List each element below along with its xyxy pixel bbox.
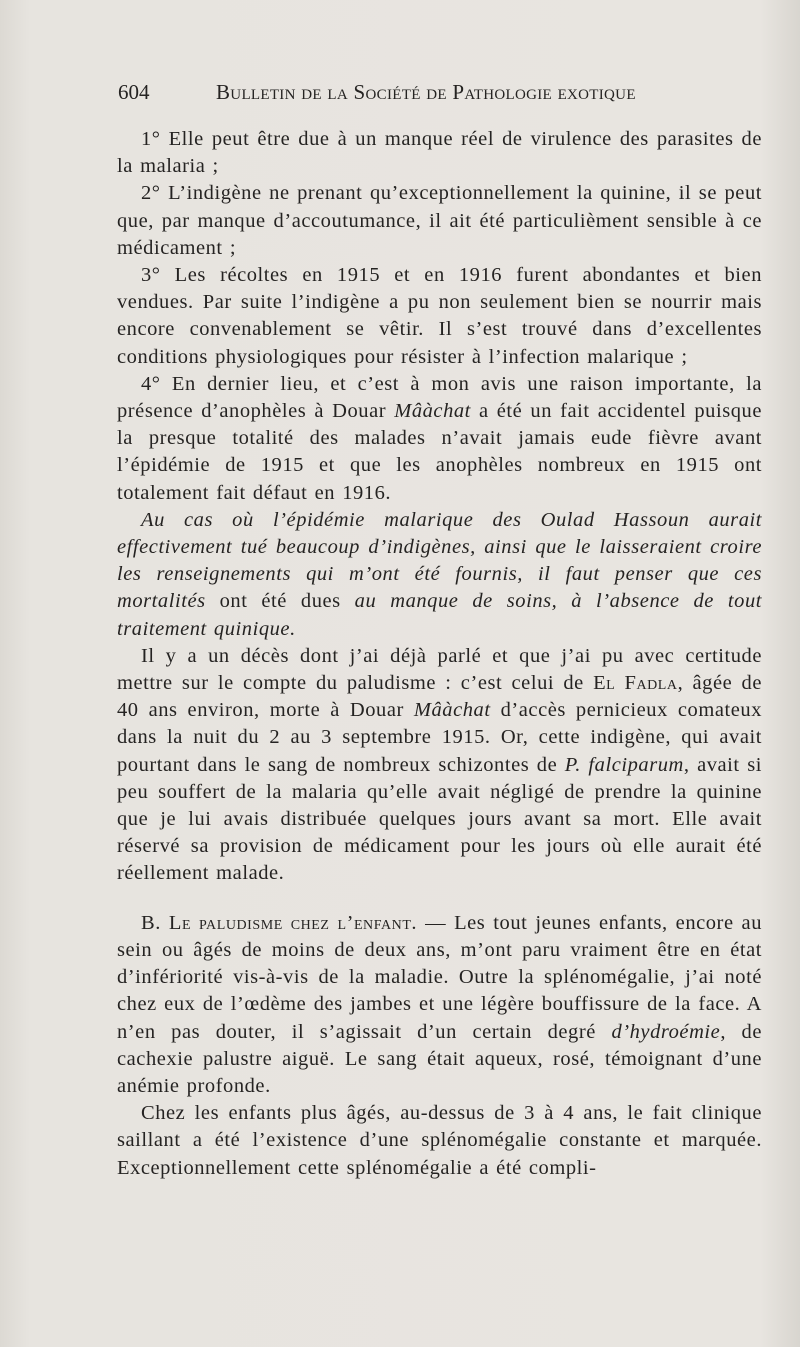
text-run: Il y a un décès dont j’ai déjà parlé et que j’ai pu avec certitude mettre sur le compte du paludisme : c’est celui de [117, 644, 762, 695]
italic-run: P. falciparum [564, 753, 684, 776]
italic-run: au manque de soins, à l’absence de tout traitement quinique. [117, 590, 763, 640]
paragraph [117, 371, 762, 507]
text-run: 2° L’indigène ne prenant qu’exceptionnellement la quinine, il se peut que, par manque d’accoutumance, il ait été particulièment sensible à ce médicament ; [117, 182, 762, 259]
paragraph [117, 126, 762, 180]
text-run: , âgée de 40 ans environ, morte à Douar [117, 672, 762, 722]
paragraph [117, 643, 762, 888]
paragraph [117, 910, 762, 1100]
journal-title: Bulletin de la Société de Pathologie exotique [216, 80, 636, 104]
paragraph [117, 1100, 762, 1182]
body-text [117, 126, 762, 1182]
text-run: — Les tout jeunes enfants, encore au sein ou âgés de moins de deux ans, m’ont paru vraiment être en état d’infériorité vis-à-vis de la maladie. Outre la splénomégalie, j’ai noté chez eux de l’œdème des jambes et une légère bouffissure de la face. A n’en pas douter, il s’agissait d’un certain degré [117, 911, 762, 1043]
text-run: B. [141, 911, 169, 934]
paragraph [117, 180, 762, 262]
text-run: 1° Elle peut être due à un manque réel de virulence des parasites de la malaria ; [117, 128, 762, 178]
italic-run: Mâàchat [394, 400, 471, 423]
small-caps-run: El Fadla [593, 672, 678, 695]
paragraph [117, 262, 762, 371]
small-caps-run: Le paludisme chez l’enfant. [168, 911, 418, 934]
text-run: d’accès pernicieux comateux dans la nuit du 2 au 3 septembre 1915. Or, cette indigène, qui avait pourtant dans le sang de nombreux schizontes de [117, 699, 762, 776]
text-run: ont été dues [205, 590, 355, 613]
text-run: 4° En dernier lieu, et c’est à mon avis une raison importante, la présence d’anophèles à Douar [117, 372, 762, 423]
italic-run: Au cas où l’épidémie malarique des Oulad Hassoun aurait effectivement tué beaucoup d’indigènes, ainsi que le laisseraient croire les renseignements qui m’ont été fournis, il faut penser que ces mortalités [117, 508, 762, 613]
text-run: , avait si peu souffert de la malaria qu’elle avait négligé de prendre la quinine que je lui avais distribuée quelques jours avant sa mort. Elle avait réservé sa provision de médicament pour les jours où elle aurait été réellement malade. [117, 753, 762, 885]
italic-run: Mâàchat [413, 699, 491, 722]
italic-run: d’hydroémie [611, 1020, 721, 1043]
text-run: , de cachexie palustre aiguë. Le sang était aqueux, rosé, témoignant d’une anémie profonde. [117, 1020, 762, 1097]
paragraph [117, 507, 762, 643]
page-number: 604 [118, 80, 150, 104]
text-run: a été un fait accidentel puisque la presque totalité des malades n’avait jamais eude fièvre avant l’épidémie de 1915 et que les anophèles nombreux en 1915 ont totalement fait défaut en 1916. [117, 400, 763, 504]
text-run: 3° Les récoltes en 1915 et en 1916 furent abondantes et bien vendues. Par suite l’indigène a pu non seulement bien se nourrir mais encore convenablement se vêtir. Il s’est trouvé dans d’excellentes conditions physiologiques pour résister à l’infection malarique ; [117, 264, 762, 368]
text-run: Chez les enfants plus âgés, au-dessus de 3 à 4 ans, le fait clinique saillant a été l’existence d’une splénomégalie constante et marquée. Exceptionnellement cette splénomégalie a été compli- [117, 1102, 762, 1179]
running-head [118, 80, 758, 110]
